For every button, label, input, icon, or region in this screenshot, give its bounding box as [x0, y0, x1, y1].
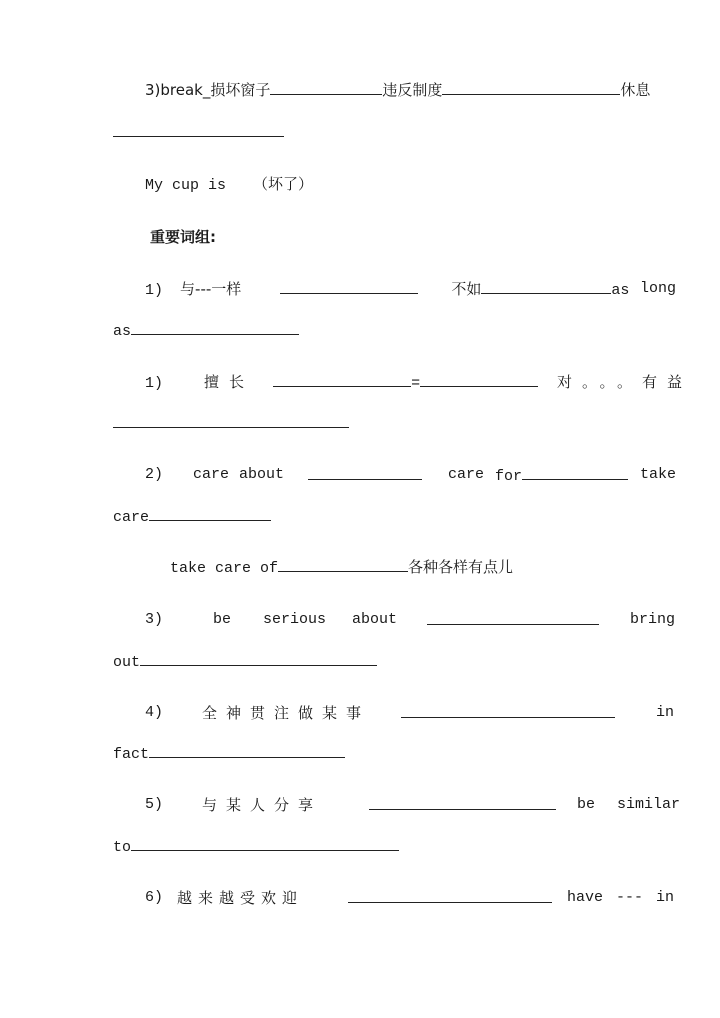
text-as: as — [611, 282, 630, 299]
item-number: 1) — [145, 282, 164, 299]
text-as: as — [113, 323, 132, 340]
phrase-for — [495, 465, 628, 487]
section-heading: 重要词组: — [150, 228, 216, 246]
text-for: for — [495, 468, 523, 485]
blank-answer[interactable] — [149, 506, 271, 521]
blank-answer[interactable] — [278, 557, 408, 572]
blank-line — [369, 795, 556, 817]
text-fenxiang: 与某人分享 — [202, 796, 323, 814]
text-bring: bring — [630, 611, 676, 628]
text-fact: fact — [113, 746, 150, 763]
text-care: care — [193, 466, 230, 483]
blank-answer[interactable] — [481, 279, 611, 294]
phrase-line-break — [145, 80, 650, 102]
blank-answer[interactable] — [280, 279, 418, 294]
item-number: 1) — [145, 375, 164, 392]
text-youyi: 对。。。有益 — [557, 373, 693, 391]
blank-line — [308, 465, 422, 487]
phrase-line-6 — [145, 888, 163, 908]
text-be: be — [577, 796, 596, 813]
text-long: long — [640, 280, 677, 297]
blank-line — [348, 888, 552, 910]
blank-answer[interactable] — [348, 888, 552, 903]
text-in: in — [656, 889, 675, 906]
text-similar: similar — [617, 796, 681, 813]
phrase-line-4 — [145, 703, 163, 723]
phrase-line-3 — [145, 610, 163, 630]
text-shanchang: 擅长 — [204, 373, 255, 391]
blank-answer[interactable] — [140, 651, 377, 666]
blank-line — [113, 122, 284, 144]
text-xiuxi: 休息 — [620, 81, 651, 99]
text-take-care-of: take care of — [170, 560, 279, 577]
text-quanshen: 全神贯注做某事 — [202, 704, 371, 722]
text-take: take — [640, 466, 677, 483]
text-gezhong: 各种各样有点儿 — [408, 558, 514, 576]
phrase-line-2 — [145, 465, 163, 485]
text-have: have — [567, 889, 604, 906]
text-about: about — [352, 611, 398, 628]
blank-answer[interactable] — [270, 80, 382, 95]
text-buru: 不如 — [451, 280, 482, 298]
blank-answer[interactable] — [113, 122, 284, 137]
text-break: 3)break_损坏窗子 — [145, 81, 271, 99]
blank-line — [113, 413, 349, 435]
blank-answer[interactable] — [427, 610, 599, 625]
blank-answer[interactable] — [401, 703, 615, 718]
text-about: about — [239, 466, 285, 483]
blank-answer[interactable] — [442, 80, 620, 95]
text-out: out — [113, 654, 141, 671]
blank-answer[interactable] — [131, 320, 299, 335]
text-care: care — [113, 509, 150, 526]
phrase-line-1 — [145, 279, 629, 301]
phrase-line-5 — [145, 795, 163, 815]
text-weifan: 违反制度 — [382, 81, 443, 99]
blank-answer[interactable] — [308, 465, 422, 480]
text-care: care — [448, 466, 485, 483]
phrase-take-care-of — [170, 557, 513, 579]
continuation-line — [113, 836, 399, 858]
blank-answer[interactable] — [113, 413, 349, 428]
phrase-line-shanchang — [145, 372, 538, 394]
sentence-my-cup — [145, 174, 313, 196]
blank-answer[interactable] — [149, 743, 345, 758]
continuation-line — [113, 651, 377, 673]
continuation-line — [113, 320, 299, 342]
blank-answer[interactable] — [522, 465, 628, 480]
continuation-line — [113, 506, 271, 528]
item-number: 2) — [145, 466, 164, 483]
text-my-cup: My cup is — [145, 177, 227, 194]
text-yu-yiyang: 与---一样 — [180, 280, 242, 298]
blank-answer[interactable] — [420, 372, 538, 387]
blank-line — [427, 610, 599, 632]
item-number: 4) — [145, 704, 164, 721]
item-number: 3) — [145, 611, 164, 628]
text-be: be — [213, 611, 232, 628]
text-in: in — [656, 704, 675, 721]
blank-line — [401, 703, 615, 725]
blank-answer[interactable] — [131, 836, 399, 851]
item-number: 5) — [145, 796, 164, 813]
blank-answer[interactable] — [369, 795, 556, 810]
continuation-line — [113, 743, 345, 765]
text-dashes: --- — [616, 889, 644, 906]
text-equals: = — [411, 375, 421, 392]
text-huai-le: （坏了） — [253, 175, 314, 193]
text-huanying: 越来越受欢迎 — [177, 889, 304, 907]
text-serious: serious — [263, 611, 327, 628]
item-number: 6) — [145, 889, 164, 906]
text-to: to — [113, 839, 132, 856]
blank-answer[interactable] — [273, 372, 411, 387]
